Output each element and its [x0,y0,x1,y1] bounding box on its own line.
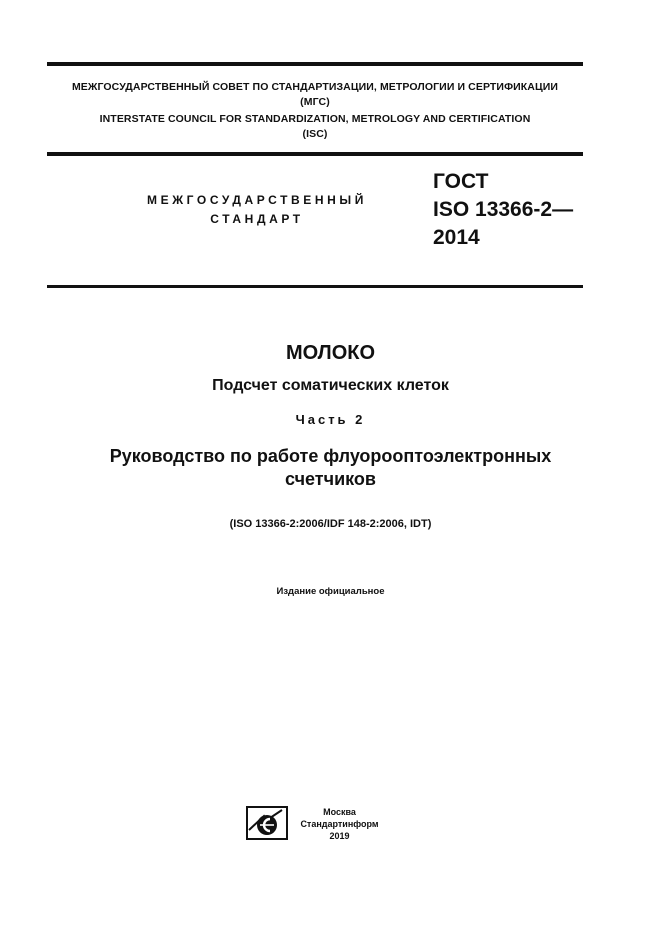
part-title-line2: счетчиков [285,469,376,489]
document-title: МОЛОКО [285,342,376,364]
publication-year: 2019 [329,831,350,841]
gost-designation-line1: ГОСТ [433,170,489,193]
publisher-city: Москва [323,807,356,817]
top-rule [47,62,583,66]
gost-designation-line3: 2014 [433,226,480,249]
standard-type-line2: СТАНДАРТ [210,212,304,226]
council-ru-line: МЕЖГОСУДАРСТВЕННЫЙ СОВЕТ ПО СТАНДАРТИЗАЦИИ, МЕТРОЛОГИИ И СЕРТИФИКАЦИИ [71,81,559,93]
standartinform-logo [246,806,288,840]
designation-rule [47,285,583,288]
standard-type-line1: МЕЖГОСУДАРСТВЕННЫЙ [147,193,367,207]
gost-designation-line2: ISO 13366-2— [433,198,574,221]
header-rule [47,152,583,156]
document-subtitle: Подсчет соматических клеток [212,377,449,394]
part-label: Часть 2 [295,412,366,427]
council-en-abbr: (ISC) [302,128,328,140]
edition-note: Издание официальное [276,586,385,597]
part-title-line1: Руководство по работе флуорооптоэлектронных [109,446,552,466]
publisher-name: Стандартинформ [300,819,379,829]
iso-reference: (ISO 13366-2:2006/IDF 148-2:2006, IDT) [229,518,432,530]
council-ru-abbr: (МГС) [300,96,330,108]
council-en-line: INTERSTATE COUNCIL FOR STANDARDIZATION, METROLOGY AND CERTIFICATION [99,113,531,125]
